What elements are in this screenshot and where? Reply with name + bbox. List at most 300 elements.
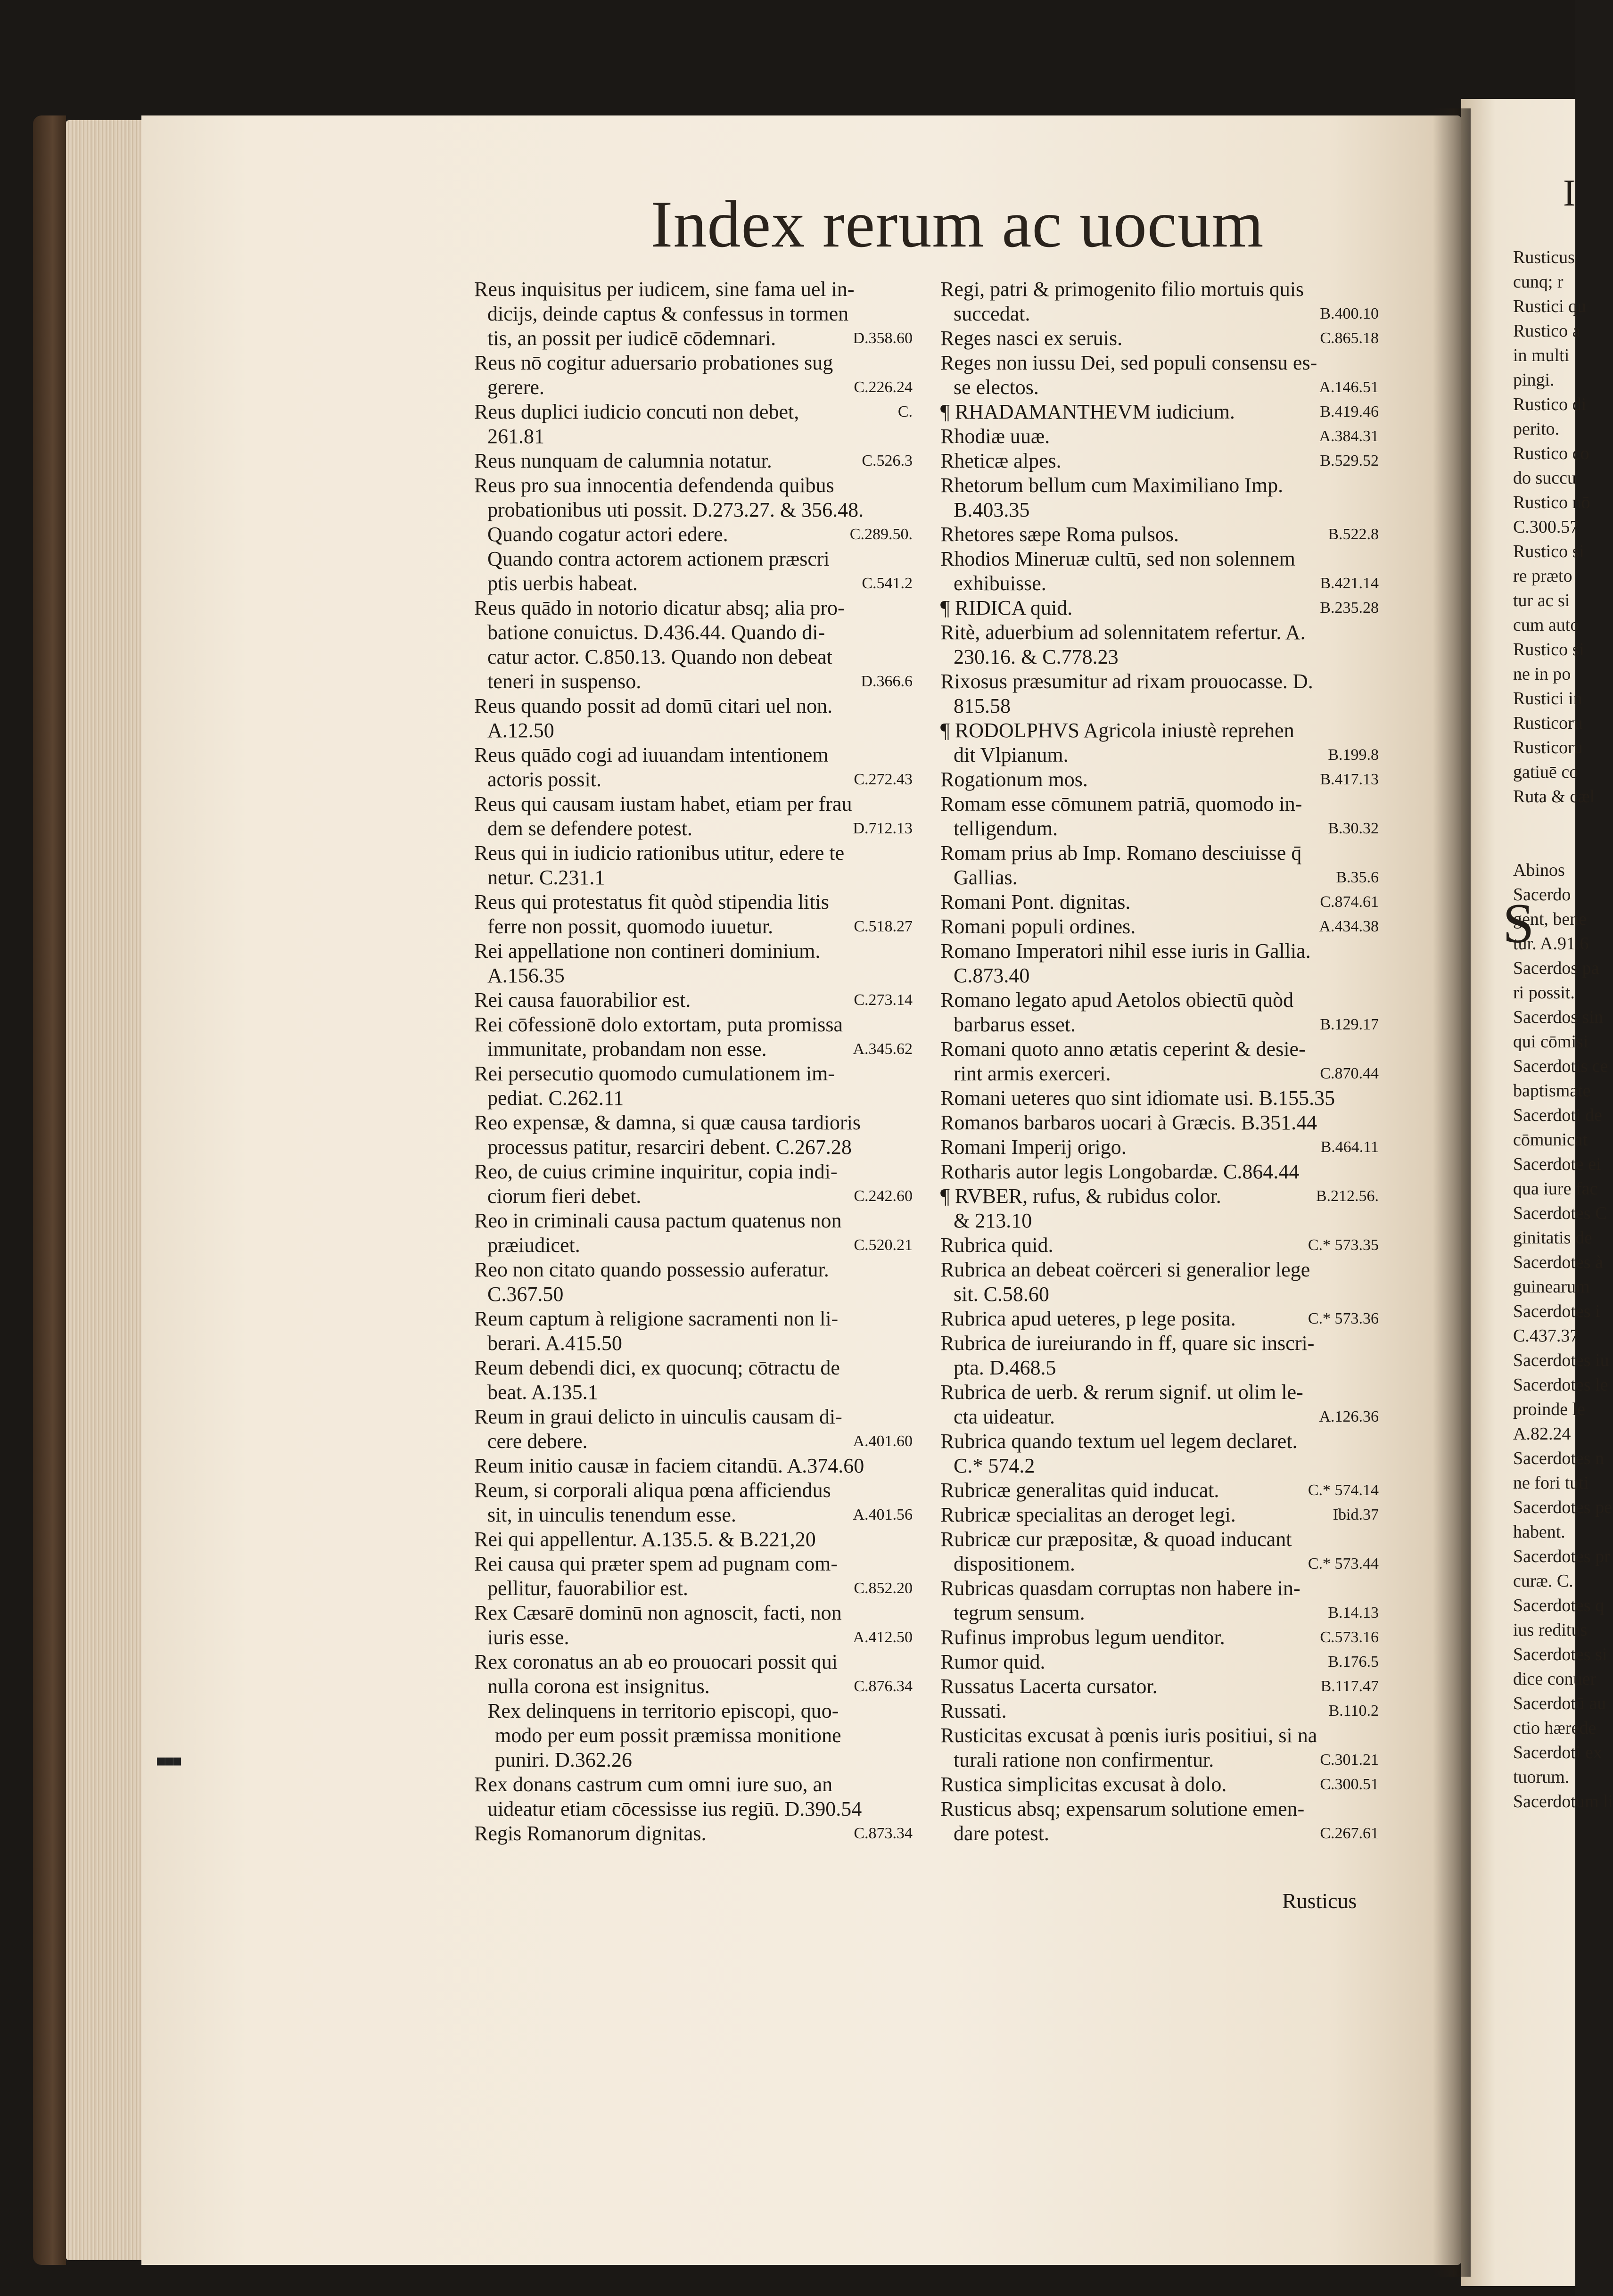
next-page-line: tur. A.91.6: [1513, 934, 1589, 954]
index-entry-line: [474, 1625, 913, 1650]
entry-text: Rumor quid.: [940, 1650, 1045, 1673]
next-page-line: cunq; r: [1513, 272, 1564, 292]
entry-text: dare potest.: [954, 1822, 1049, 1845]
entry-text: Rhodiæ uuæ.: [940, 425, 1050, 448]
entry-text: Reus duplici iudicio concuti non debet,: [474, 400, 799, 423]
entry-text: Rubricas quasdam corruptas non habere in-: [940, 1577, 1300, 1600]
index-entry-line: [940, 1037, 1379, 1062]
next-page-line: Rustico a: [1513, 321, 1580, 341]
index-entry-line: [940, 914, 1379, 939]
entry-reference: C.541.2: [862, 575, 913, 592]
index-entry-line: [940, 816, 1379, 841]
index-entry-line: [940, 1821, 1379, 1846]
index-entry-line: [474, 1797, 913, 1821]
entry-text: 261.81: [487, 425, 544, 448]
index-entry-line: [474, 1699, 913, 1723]
entry-text: dispositionem.: [954, 1552, 1075, 1575]
entry-reference: C.* 573.44: [1308, 1555, 1379, 1572]
entry-reference: C.852.20: [854, 1580, 913, 1597]
entry-reference: B.417.13: [1320, 771, 1379, 788]
next-page-line: in multi: [1513, 346, 1570, 365]
entry-reference: B.212.56.: [1316, 1187, 1379, 1205]
next-page-line: tuorum.: [1513, 1767, 1570, 1787]
entry-text: Reges nasci ex seruis.: [940, 327, 1123, 350]
index-entry-line: [940, 939, 1379, 963]
next-page-line: do succu: [1513, 468, 1577, 488]
index-entry-line: [940, 1307, 1379, 1331]
index-entry-line: [474, 1356, 913, 1380]
next-page-line: qua iure fac: [1513, 1179, 1598, 1199]
entry-text: Reus quando possit ad domū citari uel non.: [474, 694, 833, 717]
index-entry-line: [940, 400, 1379, 424]
next-page-line: Sacerdotes C: [1513, 1203, 1607, 1223]
entry-text: Reum in graui delicto in uinculis causam di-: [474, 1405, 842, 1428]
entry-reference: B.199.8: [1328, 746, 1379, 764]
next-page-line: Sacerdo: [1513, 885, 1571, 905]
index-entry-line: [940, 1062, 1379, 1086]
entry-reference: C.* 573.36: [1308, 1310, 1379, 1327]
next-page-line: Abinos: [1513, 860, 1565, 880]
index-entry-line: [474, 1723, 913, 1748]
entry-text: Reus nunquam de calumnia notatur.: [474, 449, 772, 472]
entry-reference: B.421.14: [1320, 575, 1379, 592]
entry-text: Reges non iussu Dei, sed populi consensu es-: [940, 351, 1317, 374]
entry-text: Rogationum mos.: [940, 768, 1088, 791]
index-entry-line: [940, 1209, 1379, 1233]
entry-reference: B.30.32: [1328, 820, 1379, 837]
index-entry-line: [474, 1135, 913, 1160]
next-page-line: Sacerdotes n: [1513, 1448, 1605, 1468]
index-entry-line: [474, 498, 913, 522]
entry-reference: C.526.3: [862, 452, 913, 469]
entry-text: C.* 574.2: [954, 1454, 1035, 1477]
entry-text: ptis uerbis habeat.: [487, 572, 638, 595]
index-entry-line: [474, 939, 913, 963]
next-page-line: Sacerdos pa: [1513, 958, 1599, 978]
index-entry-line: [474, 473, 913, 498]
entry-text: pellitur, fauorabilior est.: [487, 1577, 688, 1600]
entry-text: dem se defendere potest.: [487, 817, 692, 840]
index-entry-line: [474, 400, 913, 424]
entry-reference: C.242.60: [854, 1187, 913, 1205]
entry-text: Rei qui appellentur. A.135.5. & B.221,20: [474, 1528, 816, 1551]
entry-text: dit Vlpianum.: [954, 743, 1069, 766]
entry-text: pediat. C.262.11: [487, 1086, 624, 1110]
entry-text: Reum debendi dici, ex quocunq; cōtractu de: [474, 1356, 840, 1379]
index-entry-line: [940, 792, 1379, 816]
next-page-line: Sacerdotes iu: [1513, 1350, 1609, 1370]
index-entry-line: [474, 1748, 913, 1772]
entry-reference: C.300.51: [1320, 1776, 1379, 1793]
next-page-line: C.437.37: [1513, 1326, 1579, 1346]
entry-text: Reus qui protestatus fit quòd stipendia litis: [474, 890, 829, 913]
index-entry-line: [940, 277, 1379, 302]
entry-text: & 213.10: [954, 1209, 1032, 1232]
entry-text: probationibus uti possit. D.273.27. & 356.48.: [487, 498, 864, 521]
next-page-line: Rustico co: [1513, 444, 1589, 463]
entry-reference: C.518.27: [854, 918, 913, 935]
next-page-line: Rustici in: [1513, 689, 1582, 708]
next-page-line: Rusticoru: [1513, 713, 1583, 733]
index-entry-line: [940, 1601, 1379, 1625]
entry-text: Reum, si corporali aliqua pœna afficiendus: [474, 1479, 831, 1502]
entry-text: actoris possit.: [487, 768, 601, 791]
next-page-line: gent, bene: [1513, 909, 1587, 929]
entry-text: Romano Imperatori nihil esse iuris in Gallia.: [940, 939, 1311, 963]
book-gutter: [1433, 108, 1471, 2277]
entry-reference: A.412.50: [853, 1629, 913, 1646]
entry-text: Rustica simplicitas excusat à dolo.: [940, 1773, 1227, 1796]
index-entry-line: [474, 351, 913, 375]
entry-reference: B.235.28: [1320, 599, 1379, 617]
entry-reference: B.522.8: [1328, 526, 1379, 543]
index-entry-line: [940, 1527, 1379, 1552]
entry-text: Romano legato apud Aetolos obiectū quòd: [940, 988, 1294, 1012]
next-page-line: habent.: [1513, 1522, 1565, 1542]
entry-text: ferre non possit, quomodo iuuetur.: [487, 915, 774, 938]
entry-reference: C.870.44: [1320, 1065, 1379, 1082]
entry-text: Romam prius ab Imp. Romano desciuisse q̄: [940, 841, 1302, 864]
next-page-line: cum auto: [1513, 615, 1580, 635]
next-page-line: ri possit.: [1513, 983, 1575, 1003]
entry-text: Romani Pont. dignitas.: [940, 890, 1131, 913]
entry-text: Romanos barbaros uocari à Græcis. B.351.44: [940, 1111, 1317, 1134]
index-entry-line: [474, 1331, 913, 1356]
index-entry-line: [940, 841, 1379, 865]
index-entry-line: [940, 1503, 1379, 1527]
next-page-line: Rustici qu: [1513, 296, 1587, 316]
index-entry-line: [474, 424, 913, 449]
index-entry-line: [474, 1111, 913, 1135]
index-entry-line: [940, 1674, 1379, 1699]
next-page-line: Sacerdotes q: [1513, 1596, 1605, 1615]
index-column-right: [940, 277, 1379, 1846]
index-entry-line: [940, 743, 1379, 767]
index-entry-line: [940, 1160, 1379, 1184]
entry-text: Rubrica quid.: [940, 1234, 1053, 1257]
entry-text: Rhetorum bellum cum Maximiliano Imp.: [940, 474, 1284, 497]
index-entry-line: [474, 1503, 913, 1527]
entry-reference: C.873.34: [854, 1825, 913, 1842]
entry-text: Reus qui causam iustam habet, etiam per frau: [474, 792, 852, 815]
next-page-line: guinearum: [1513, 1277, 1590, 1297]
entry-text: Romani Imperij origo.: [940, 1136, 1127, 1159]
entry-reference: C.267.61: [1320, 1825, 1379, 1842]
entry-text: uideatur etiam cōcessisse ius regiū. D.390.54: [487, 1797, 862, 1820]
entry-text: Rusticitas excusat à pœnis iuris positiui, si na: [940, 1724, 1317, 1747]
index-entry-line: [940, 963, 1379, 988]
next-page-column: [1513, 245, 1613, 1942]
index-entry-line: [940, 1748, 1379, 1772]
next-page-line: Rustico di: [1513, 395, 1587, 414]
entry-text: dicijs, deinde captus & confessus in tormen: [487, 302, 849, 325]
entry-reference: A.345.62: [853, 1040, 913, 1058]
index-entry-line: [474, 1552, 913, 1576]
index-entry-line: [474, 596, 913, 620]
entry-text: Rhetores sæpe Roma pulsos.: [940, 523, 1179, 546]
index-entry-line: [940, 694, 1379, 718]
index-entry-line: [940, 1380, 1379, 1405]
next-page-line: Sacerdotis ce: [1513, 1056, 1608, 1076]
next-page-line: Sacerdos sin: [1513, 1007, 1604, 1027]
index-entry-line: [940, 718, 1379, 743]
entry-text: Rubrica de iureiurando in ff, quare sic inscri-: [940, 1332, 1315, 1355]
entry-text: ¶ RODOLPHVS Agricola iniustè reprehen: [940, 719, 1294, 742]
entry-text: modo per eum possit præmissa monitione: [495, 1724, 841, 1747]
entry-text: exhibuisse.: [954, 572, 1046, 595]
entry-text: Regi, patri & primogenito filio mortuis quis: [940, 278, 1304, 301]
entry-text: Romani populi ordines.: [940, 915, 1136, 938]
entry-text: B.403.35: [954, 498, 1030, 521]
next-page-line: A.82.24: [1513, 1424, 1571, 1444]
entry-text: Rubrica apud ueteres, p lege posita.: [940, 1307, 1236, 1330]
entry-text: Rubricæ generalitas quid inducat.: [940, 1479, 1219, 1502]
entry-reference: C.* 573.35: [1308, 1236, 1379, 1254]
entry-text: Rei appellatione non contineri dominium.: [474, 939, 821, 963]
entry-reference: D.358.60: [853, 329, 913, 347]
next-page-line: C.300.57: [1513, 517, 1579, 537]
index-entry-line: [474, 1233, 913, 1258]
index-entry-line: [940, 596, 1379, 620]
next-page-line: [1513, 809, 1575, 833]
index-entry-line: [940, 620, 1379, 645]
next-page-line: Sacerdotes si: [1513, 1645, 1607, 1664]
entry-text: Reus nō cogitur aduersario probationes sug: [474, 351, 833, 374]
index-entry-line: [474, 277, 913, 302]
index-entry-line: [940, 1135, 1379, 1160]
index-entry-line: [940, 1650, 1379, 1674]
next-page-line: curæ. C.: [1513, 1571, 1573, 1591]
entry-text: 815.58: [954, 694, 1011, 717]
index-entry-line: [940, 375, 1379, 400]
index-entry-line: [474, 988, 913, 1012]
next-page-line: dice conuer: [1513, 1669, 1597, 1689]
entry-text: ¶ RHADAMANTHEVM iudicium.: [940, 400, 1235, 423]
entry-text: beat. A.135.1: [487, 1381, 598, 1404]
entry-reference: C.865.18: [1320, 329, 1379, 347]
index-entry-line: [474, 645, 913, 669]
entry-text: A.12.50: [487, 719, 554, 742]
entry-reference: B.14.13: [1328, 1604, 1379, 1621]
index-entry-line: [940, 865, 1379, 890]
index-entry-line: [940, 1699, 1379, 1723]
entry-text: præiudicet.: [487, 1234, 580, 1257]
entry-reference: D.712.13: [853, 820, 913, 837]
entry-text: Rufinus improbus legum uenditor.: [940, 1626, 1225, 1649]
entry-text: tegrum sensum.: [954, 1601, 1085, 1624]
entry-text: C.873.40: [954, 964, 1030, 987]
entry-text: Rex Cæsarē dominū non agnoscit, facti, non: [474, 1601, 842, 1624]
entry-text: Ritè, aduerbium ad solennitatem refertur. A.: [940, 621, 1306, 644]
entry-text: Rei cōfessionē dolo extortam, puta promissa: [474, 1013, 843, 1036]
entry-reference: C.874.61: [1320, 893, 1379, 911]
entry-text: pta. D.468.5: [954, 1356, 1056, 1379]
index-entry-line: [940, 1576, 1379, 1601]
entry-text: telligendum.: [954, 817, 1058, 840]
index-entry-line: [474, 865, 913, 890]
index-entry-line: [474, 890, 913, 914]
entry-text: Rubrica an debeat coërceri si generalior lege: [940, 1258, 1310, 1281]
entry-text: Reus qui in iudicio rationibus utitur, edere te: [474, 841, 845, 864]
entry-reference: C.573.16: [1320, 1629, 1379, 1646]
index-entry-line: [474, 669, 913, 694]
index-entry-line: [474, 1012, 913, 1037]
entry-reference: B.110.2: [1328, 1702, 1379, 1720]
index-entry-line: [940, 1086, 1379, 1111]
index-entry-line: [474, 302, 913, 326]
entry-text: Rei causa qui præter spem ad pugnam com-: [474, 1552, 838, 1575]
catchword: Rusticus: [1282, 1889, 1357, 1913]
entry-text: succedat.: [954, 302, 1030, 325]
index-entry-line: [474, 1772, 913, 1797]
index-entry-line: [940, 1356, 1379, 1380]
entry-text: Reum captum à religione sacramenti non li-: [474, 1307, 839, 1330]
index-entry-line: [940, 302, 1379, 326]
entry-text: Reus pro sua innocentia defendenda quibus: [474, 474, 834, 497]
entry-reference: B.35.6: [1336, 869, 1379, 886]
index-entry-line: [940, 1233, 1379, 1258]
entry-text: se electos.: [954, 376, 1039, 399]
entry-text: Reo expensæ, & damna, si quæ causa tardioris: [474, 1111, 861, 1134]
index-entry-line: [474, 1086, 913, 1111]
index-entry-line: [474, 375, 913, 400]
next-page-line: ctio hærede: [1513, 1718, 1597, 1738]
next-page-line: Sacerdotū au: [1513, 1694, 1606, 1713]
entry-text: puniri. D.362.26: [495, 1748, 632, 1771]
entry-text: turali ratione non confirmentur.: [954, 1748, 1214, 1771]
index-entry-line: [474, 1650, 913, 1674]
index-entry-line: [474, 522, 913, 547]
entry-reference: D.366.6: [861, 673, 913, 690]
index-entry-line: [474, 914, 913, 939]
next-page-line: pingi.: [1513, 370, 1555, 390]
next-page-line: Rusticus: [1513, 247, 1575, 267]
entry-text: netur. C.231.1: [487, 866, 605, 889]
index-entry-line: [940, 1552, 1379, 1576]
index-entry-line: [474, 841, 913, 865]
next-page-line: Rusticoru: [1513, 738, 1583, 757]
entry-reference: C.: [897, 403, 913, 420]
entry-text: tis, an possit per iudicē cōdemnari.: [487, 327, 776, 350]
index-entry-line: [940, 1405, 1379, 1429]
next-page-line: Ruta & cæl: [1513, 787, 1595, 806]
index-entry-line: [474, 1454, 913, 1478]
next-page-line: Sacerdotes i: [1513, 1301, 1600, 1321]
entry-text: Quando contra actorem actionem præscri: [487, 547, 830, 570]
index-entry-line: [940, 1478, 1379, 1503]
entry-text: Rhodios Mineruæ cultū, sed non solennem: [940, 547, 1295, 570]
index-entry-line: [940, 767, 1379, 792]
entry-reference: C.* 574.14: [1308, 1481, 1379, 1499]
next-page-line: ginitatis de: [1513, 1228, 1592, 1248]
entry-text: Rei causa fauorabilior est.: [474, 988, 691, 1012]
entry-reference: A.401.56: [853, 1506, 913, 1523]
index-entry-line: [474, 326, 913, 351]
index-entry-line: [940, 547, 1379, 571]
index-entry-line: [474, 1674, 913, 1699]
index-entry-line: [940, 522, 1379, 547]
index-entry-line: [940, 669, 1379, 694]
entry-text: Reum initio causæ in faciem citandū. A.374.60: [474, 1454, 864, 1477]
entry-text: Reo, de cuius crimine inquiritur, copia indi-: [474, 1160, 838, 1183]
index-entry-line: [940, 449, 1379, 473]
index-entry-line: [940, 571, 1379, 596]
next-page-line: Sacerdotes le: [1513, 1375, 1608, 1395]
next-page-line: Rustico nō: [1513, 493, 1590, 512]
index-entry-line: [474, 620, 913, 645]
index-column-left: [474, 277, 913, 1846]
entry-text: nulla corona est insignitus.: [487, 1675, 710, 1698]
entry-reference: B.419.46: [1320, 403, 1379, 420]
entry-text: Rubricæ cur præpositæ, & quoad inducant: [940, 1528, 1292, 1551]
index-entry-line: [474, 1821, 913, 1846]
entry-text: 230.16. & C.778.23: [954, 645, 1119, 668]
index-entry-line: [940, 1429, 1379, 1454]
index-entry-line: [474, 1184, 913, 1209]
entry-text: cta uideatur.: [954, 1405, 1055, 1428]
entry-reference: C.289.50.: [849, 526, 913, 543]
entry-text: Gallias.: [954, 866, 1018, 889]
entry-text: Romani ueteres quo sint idiomate usi. B.155.35: [940, 1086, 1335, 1110]
next-page-initial: S: [1503, 892, 1534, 955]
entry-text: batione conuictus. D.436.44. Quando di-: [487, 621, 825, 644]
entry-reference: C.520.21: [854, 1236, 913, 1254]
entry-text: C.367.50: [487, 1283, 564, 1306]
entry-reference: C.273.14: [854, 991, 913, 1009]
entry-text: Rusticus absq; expensarum solutione emen-: [940, 1797, 1305, 1820]
entry-text: teneri in suspenso.: [487, 670, 642, 693]
entry-text: iuris esse.: [487, 1626, 569, 1649]
index-entry-line: [940, 1625, 1379, 1650]
entry-text: Rubrica quando textum uel legem declaret.: [940, 1430, 1298, 1453]
book-cover-edge: [33, 115, 66, 2265]
entry-text: Reo in criminali causa pactum quatenus non: [474, 1209, 842, 1232]
index-entry-line: [474, 1307, 913, 1331]
entry-reference: B.529.52: [1320, 452, 1379, 469]
index-entry-line: [474, 1527, 913, 1552]
entry-reference: B.129.17: [1320, 1016, 1379, 1033]
index-entry-line: [474, 743, 913, 767]
next-page-line: baptismate: [1513, 1081, 1591, 1101]
entry-text: A.156.35: [487, 964, 565, 987]
next-page-line: gatiuē co: [1513, 762, 1579, 782]
index-entry-line: [474, 963, 913, 988]
next-page-line: Sacerdoti ex: [1513, 1743, 1602, 1762]
entry-text: catur actor. C.850.13. Quando non debeat: [487, 645, 832, 668]
index-entry-line: [474, 1380, 913, 1405]
entry-text: sit. C.58.60: [954, 1283, 1049, 1306]
next-page-header: I: [1563, 173, 1576, 214]
index-entry-line: [474, 767, 913, 792]
entry-text: processus patitur, resarciri debent. C.267.28: [487, 1136, 852, 1159]
next-page-line: qui cōmisi: [1513, 1032, 1588, 1052]
entry-text: Rubrica de uerb. & rerum signif. ut olim le-: [940, 1381, 1303, 1404]
index-entry-line: [474, 547, 913, 571]
entry-text: Rex delinquens in territorio episcopi, quo-: [487, 1699, 839, 1722]
index-entry-line: [940, 1184, 1379, 1209]
index-entry-line: [474, 1576, 913, 1601]
next-page-line: Sacerdotes pr: [1513, 1547, 1610, 1566]
entry-reference: C.876.34: [854, 1678, 913, 1695]
next-page-line: re præto: [1513, 566, 1572, 586]
entry-reference: A.126.36: [1319, 1408, 1379, 1425]
next-page-line: perito.: [1513, 419, 1560, 439]
index-entry-line: [474, 449, 913, 473]
index-entry-line: [940, 1012, 1379, 1037]
index-entry-line: [474, 792, 913, 816]
entry-text: Reus quādo cogi ad iuuandam intentionem: [474, 743, 829, 766]
index-entry-line: [474, 1209, 913, 1233]
